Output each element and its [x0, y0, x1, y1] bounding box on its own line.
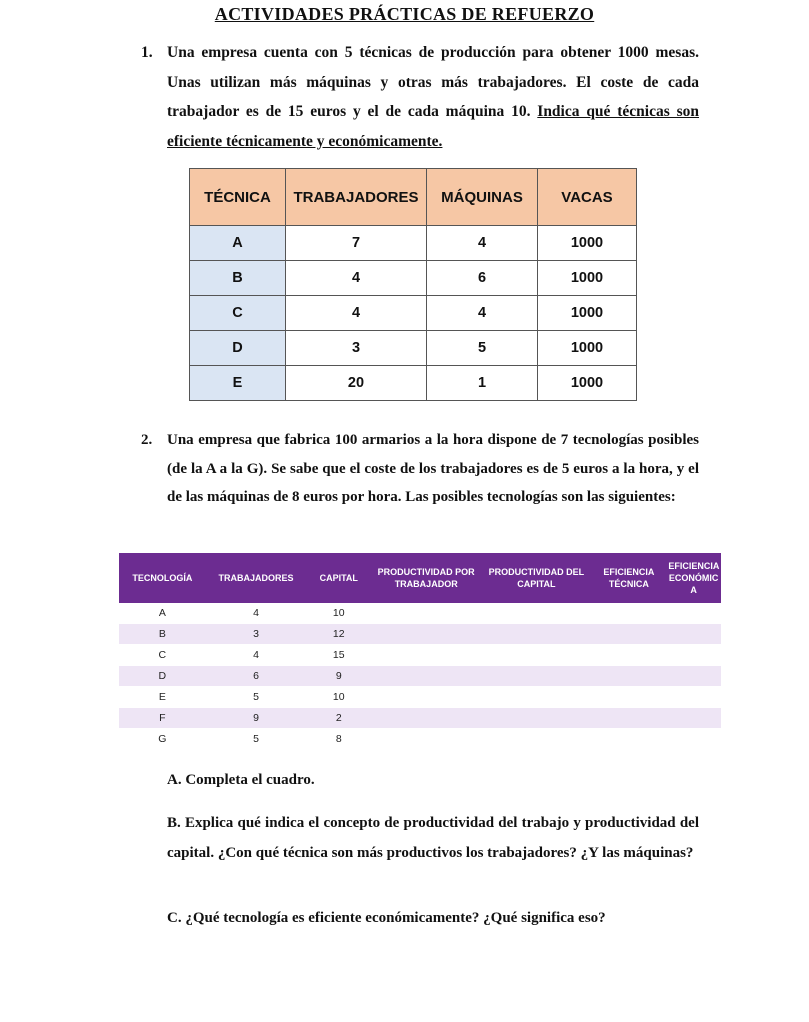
- cell-blank[interactable]: [371, 729, 481, 750]
- cell-blank[interactable]: [591, 603, 666, 624]
- header-productividad-trabajador: PRODUCTIVIDAD POR TRABAJADOR: [371, 553, 481, 603]
- table-row: [119, 666, 721, 687]
- technologies-table-header: [119, 553, 721, 603]
- cell-blank[interactable]: [666, 687, 721, 708]
- question-1-underlined: Indica qué técnicas son eficiente técnicamente y económicamente.: [167, 103, 699, 150]
- table-row: [190, 331, 637, 366]
- cell-blank[interactable]: [591, 624, 666, 645]
- question-b: [167, 809, 699, 868]
- cell-blank[interactable]: [481, 603, 591, 624]
- cell-workers: 4: [206, 603, 307, 624]
- cell-technology: F: [119, 708, 206, 729]
- techniques-table: [189, 168, 637, 401]
- header-capital: CAPITAL: [306, 553, 371, 603]
- cell-blank[interactable]: [371, 687, 481, 708]
- cell-blank[interactable]: [371, 624, 481, 645]
- cell-workers: 6: [206, 666, 307, 687]
- table-row: [119, 708, 721, 729]
- header-productividad-capital: PRODUCTIVIDAD DEL CAPITAL: [481, 553, 591, 603]
- page-title: ACTIVIDADES PRÁCTICAS DE REFUERZO: [214, 4, 595, 24]
- cell-output: 1000: [538, 296, 637, 331]
- cell-capital: 10: [306, 687, 371, 708]
- cell-blank[interactable]: [591, 708, 666, 729]
- cell-blank[interactable]: [481, 729, 591, 750]
- table-row: [119, 603, 721, 624]
- cell-technology: B: [119, 624, 206, 645]
- header-eficiencia-economica: EFICIENCIA ECONÓMIC A: [666, 553, 721, 603]
- table-row: [190, 296, 637, 331]
- cell-workers: 3: [286, 331, 427, 366]
- cell-machines: 5: [427, 331, 538, 366]
- cell-blank[interactable]: [666, 624, 721, 645]
- cell-blank[interactable]: [371, 666, 481, 687]
- table-row: [119, 645, 721, 666]
- technologies-table: [119, 553, 721, 750]
- cell-blank[interactable]: [591, 666, 666, 687]
- header-trabajadores: TRABAJADORES: [286, 169, 427, 226]
- cell-output: 1000: [538, 261, 637, 296]
- cell-blank[interactable]: [481, 666, 591, 687]
- question-a: [167, 768, 699, 792]
- header-tecnica: TÉCNICA: [190, 169, 286, 226]
- table-row: [119, 687, 721, 708]
- table-row: [190, 366, 637, 401]
- cell-blank[interactable]: [481, 708, 591, 729]
- cell-output: 1000: [538, 226, 637, 261]
- cell-blank[interactable]: [481, 645, 591, 666]
- cell-machines: 4: [427, 296, 538, 331]
- cell-blank[interactable]: [666, 666, 721, 687]
- table-row: [190, 226, 637, 261]
- techniques-table-header: [190, 169, 637, 226]
- cell-technology: D: [119, 666, 206, 687]
- header-vacas: VACAS: [538, 169, 637, 226]
- cell-workers: 5: [206, 729, 307, 750]
- cell-capital: 2: [306, 708, 371, 729]
- cell-capital: 9: [306, 666, 371, 687]
- table-row: [119, 624, 721, 645]
- header-trabajadores: TRABAJADORES: [206, 553, 307, 603]
- cell-workers: 4: [286, 296, 427, 331]
- cell-technique: B: [190, 261, 286, 296]
- question-a-text: A. Completa el cuadro.: [167, 772, 315, 788]
- cell-machines: 4: [427, 226, 538, 261]
- header-eficiencia-tecnica: EFICIENCIA TÉCNICA: [591, 553, 666, 603]
- cell-workers: 5: [206, 687, 307, 708]
- cell-technique: D: [190, 331, 286, 366]
- header-tecnologia: TECNOLOGÍA: [119, 553, 206, 603]
- cell-blank[interactable]: [481, 687, 591, 708]
- header-maquinas: MÁQUINAS: [427, 169, 538, 226]
- table-row: [119, 729, 721, 750]
- question-1-text: Una empresa cuenta con 5 técnicas de producción para obtener 1000 mesas. Unas utilizan más máquinas y otras más trabajadores. El coste de cada trabajador es de 15 euros y el de cada máquina 10.: [167, 44, 699, 120]
- cell-blank[interactable]: [666, 603, 721, 624]
- cell-technology: A: [119, 603, 206, 624]
- question-2-number: 2.: [141, 432, 153, 448]
- cell-workers: 4: [206, 645, 307, 666]
- cell-blank[interactable]: [591, 645, 666, 666]
- cell-capital: 8: [306, 729, 371, 750]
- cell-blank[interactable]: [591, 687, 666, 708]
- cell-technique: C: [190, 296, 286, 331]
- cell-blank[interactable]: [371, 645, 481, 666]
- cell-blank[interactable]: [666, 729, 721, 750]
- cell-workers: 4: [286, 261, 427, 296]
- cell-workers: 9: [206, 708, 307, 729]
- cell-workers: 7: [286, 226, 427, 261]
- cell-technology: G: [119, 729, 206, 750]
- question-1-number: 1.: [141, 44, 153, 61]
- question-c-text: C. ¿Qué tecnología es eficiente económicamente? ¿Qué significa eso?: [167, 910, 606, 926]
- cell-blank[interactable]: [666, 708, 721, 729]
- table-row: [190, 261, 637, 296]
- question-1: [141, 38, 699, 156]
- cell-workers: 3: [206, 624, 307, 645]
- cell-blank[interactable]: [591, 729, 666, 750]
- cell-blank[interactable]: [371, 603, 481, 624]
- cell-machines: 1: [427, 366, 538, 401]
- cell-output: 1000: [538, 366, 637, 401]
- question-c: [167, 906, 699, 930]
- cell-output: 1000: [538, 331, 637, 366]
- cell-capital: 15: [306, 645, 371, 666]
- cell-blank[interactable]: [481, 624, 591, 645]
- cell-machines: 6: [427, 261, 538, 296]
- cell-workers: 20: [286, 366, 427, 401]
- cell-blank[interactable]: [371, 708, 481, 729]
- cell-technology: E: [119, 687, 206, 708]
- cell-technique: E: [190, 366, 286, 401]
- cell-capital: 12: [306, 624, 371, 645]
- question-2: [141, 426, 699, 512]
- question-2-text: Una empresa que fabrica 100 armarios a la hora dispone de 7 tecnologías posibles (de la A a la G). Se sabe que el coste de los trabajadores es de 5 euros a la hora, y el de las máquinas de 8 euros por hora. Las posibles tecnologías son las siguientes:: [167, 432, 699, 505]
- cell-capital: 10: [306, 603, 371, 624]
- cell-blank[interactable]: [666, 645, 721, 666]
- cell-technology: C: [119, 645, 206, 666]
- cell-technique: A: [190, 226, 286, 261]
- question-b-text: B. Explica qué indica el concepto de productividad del trabajo y productividad del capital. ¿Con qué técnica son más productivos los trabajadores? ¿Y las máquinas?: [167, 815, 699, 861]
